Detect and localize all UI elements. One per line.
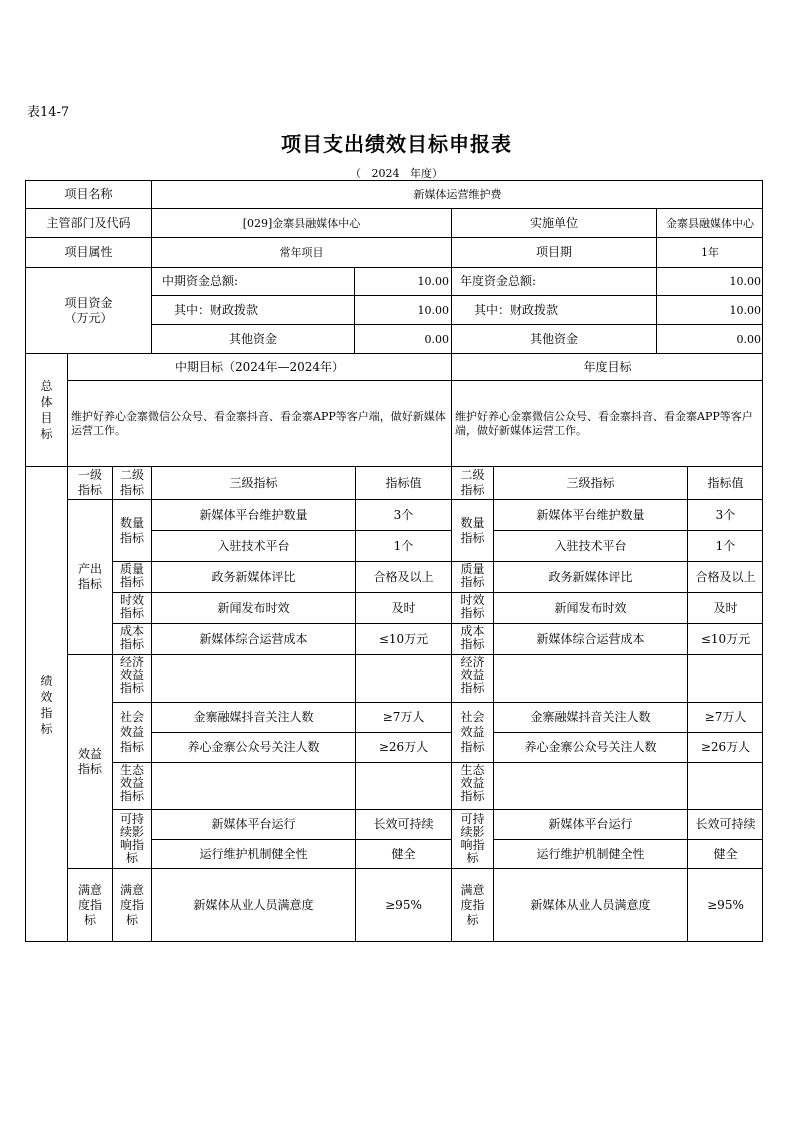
year-sub-eco: 生态 效益 指标: [452, 763, 494, 810]
year-u1-value: 长效可持续: [688, 810, 763, 840]
year-q1-value: 3个: [688, 500, 763, 531]
year-sub-satisfaction: 满意 度指 标: [452, 869, 494, 942]
dept-value: [029]金寨县融媒体中心: [152, 209, 452, 238]
impl-label: 实施单位: [452, 209, 657, 238]
mid-time-name: 新闻发布时效: [152, 593, 356, 624]
year-s2-name: 养心金寨公众号关注人数: [494, 733, 688, 763]
year-sub-sustain: 可持 续影 响指 标: [452, 810, 494, 869]
mid-cost-name: 新媒体综合运营成本: [152, 624, 356, 655]
year-goal-text: 维护好养心金寨微信公众号、看金寨抖音、看金寨APP等客户端，做好新媒体运营工作。: [452, 381, 763, 467]
mid-economic-value-empty: [356, 655, 452, 703]
cat-benefit: 效益 指标: [68, 655, 113, 869]
mid-fiscal-label: 其中：财政拨款: [152, 296, 355, 325]
sub-cost: 成本 指标: [113, 624, 152, 655]
mid-sat-name: 新媒体从业人员满意度: [152, 869, 356, 942]
year-quality-name: 政务新媒体评比: [494, 562, 688, 593]
overall-goal-label: 总 体 目 标: [26, 354, 68, 467]
dept-label: 主管部门及代码: [26, 209, 152, 238]
year-eco-empty: [494, 763, 688, 810]
mid-eco-empty: [152, 763, 356, 810]
year-u2-name: 运行维护机制健全性: [494, 840, 688, 869]
h-level1: 一级 指标: [68, 467, 113, 500]
year-sat-name: 新媒体从业人员满意度: [494, 869, 688, 942]
year-s1-value: ≥7万人: [688, 703, 763, 733]
period-label: 项目期: [452, 238, 657, 268]
mid-s1-value: ≥7万人: [356, 703, 452, 733]
mid-quality-name: 政务新媒体评比: [152, 562, 356, 593]
h-level3: 三级指标: [152, 467, 356, 500]
year-fiscal-label: 其中：财政拨款: [452, 296, 657, 325]
mid-quality-value: 合格及以上: [356, 562, 452, 593]
mid-other-value: 0.00: [355, 325, 452, 354]
mid-u2-name: 运行维护机制健全性: [152, 840, 356, 869]
sub-social: 社会 效益 指标: [113, 703, 152, 763]
year-sub-social: 社会 效益 指标: [452, 703, 494, 763]
year-sub-time: 时效 指标: [452, 593, 494, 624]
mid-cost-value: ≤10万元: [356, 624, 452, 655]
mid-total-value: 10.00: [355, 268, 452, 296]
year-goal-header: 年度目标: [452, 354, 763, 381]
mid-q2-value: 1个: [356, 531, 452, 562]
year-fiscal-value: 10.00: [657, 296, 763, 325]
year-sub-cost: 成本 指标: [452, 624, 494, 655]
h-level2-year: 二级 指标: [452, 467, 494, 500]
report-year: [0, 165, 793, 181]
h-value-year: 指标值: [688, 467, 763, 500]
mid-s2-value: ≥26万人: [356, 733, 452, 763]
sub-quality: 质量 指标: [113, 562, 152, 593]
year-sat-value: ≥95%: [707, 898, 744, 912]
year-s1-name: 金寨融媒抖音关注人数: [494, 703, 688, 733]
impl-value: 金寨县融媒体中心: [657, 209, 763, 238]
year-time-name: 新闻发布时效: [494, 593, 688, 624]
year-total-label: 年度资金总额:: [452, 268, 657, 296]
year-other-value: 0.00: [657, 325, 763, 354]
mid-u2-value: 健全: [356, 840, 452, 869]
mid-total-label: 中期资金总额:: [152, 268, 355, 296]
year-open: （: [350, 167, 361, 180]
cat-output: 产出 指标: [68, 500, 113, 655]
mid-fiscal-value: 10.00: [355, 296, 452, 325]
sub-economic: 经济 效益 指标: [113, 655, 152, 703]
year-economic-value-empty: [688, 655, 763, 703]
mid-u1-value: 长效可持续: [356, 810, 452, 840]
period-value: 1年: [657, 238, 763, 268]
year-q1-name: 新媒体平台维护数量: [494, 500, 688, 531]
mid-sat-value: ≥95%: [356, 869, 452, 942]
cat-satisfaction: 满意 度指 标: [68, 869, 113, 942]
page-title: 项目支出绩效目标申报表: [281, 132, 512, 156]
year-other-label: 其他资金: [452, 325, 657, 354]
attr-value: 常年项目: [152, 238, 452, 268]
mid-u1-name: 新媒体平台运行: [152, 810, 356, 840]
year-time-value: 及时: [688, 593, 763, 624]
year-economic-empty: [494, 655, 688, 703]
project-name-label: 项目名称: [26, 181, 152, 209]
year-value: 2024: [371, 167, 400, 180]
perf-label: 绩 效 指 标: [26, 467, 68, 942]
year-eco-value-empty: [688, 763, 763, 810]
sub-time: 时效 指标: [113, 593, 152, 624]
mid-other-label: 其他资金: [152, 325, 355, 354]
year-u1-name: 新媒体平台运行: [494, 810, 688, 840]
mid-q1-value: 3个: [356, 500, 452, 531]
year-sub-quantity: 数量 指标: [452, 500, 494, 562]
year-u2-value: 健全: [688, 840, 763, 869]
h-level3-year: 三级指标: [494, 467, 688, 500]
mid-s1-name: 金寨融媒抖音关注人数: [152, 703, 356, 733]
mid-time-value: 及时: [356, 593, 452, 624]
year-cost-value: ≤10万元: [688, 624, 763, 655]
year-total-value: 10.00: [657, 268, 763, 296]
h-level2: 二级 指标: [113, 467, 152, 500]
year-q2-name: 入驻技术平台: [494, 531, 688, 562]
sub-quantity: 数量 指标: [113, 500, 152, 562]
h-value: 指标值: [356, 467, 452, 500]
sub-satisfaction: 满意 度指 标: [113, 869, 152, 942]
year-cost-name: 新媒体综合运营成本: [494, 624, 688, 655]
year-s2-value: ≥26万人: [688, 733, 763, 763]
performance-table: [25, 180, 763, 942]
funds-label: 项目资金 （万元）: [26, 268, 152, 354]
table-number: 表14-7: [27, 105, 70, 120]
mid-goal-text: 维护好养心金寨微信公众号、看金寨抖音、看金寨APP等客户端，做好新媒体运营工作。: [68, 381, 452, 467]
project-name-value: 新媒体运营维护费: [152, 181, 763, 209]
sub-eco: 生态 效益 指标: [113, 763, 152, 810]
mid-s2-name: 养心金寨公众号关注人数: [152, 733, 356, 763]
year-sub-economic: 经济 效益 指标: [452, 655, 494, 703]
mid-eco-value-empty: [356, 763, 452, 810]
year-quality-value: 合格及以上: [688, 562, 763, 593]
year-sub-quality: 质量 指标: [452, 562, 494, 593]
mid-q2-name: 入驻技术平台: [152, 531, 356, 562]
mid-economic-empty: [152, 655, 356, 703]
attr-label: 项目属性: [26, 238, 152, 268]
mid-goal-header: 中期目标（2024年—2024年）: [68, 354, 452, 381]
year-suffix: 年度）: [410, 167, 443, 180]
sub-sustain: 可持 续影 响指 标: [113, 810, 152, 869]
year-q2-value: 1个: [688, 531, 763, 562]
mid-q1-name: 新媒体平台维护数量: [152, 500, 356, 531]
